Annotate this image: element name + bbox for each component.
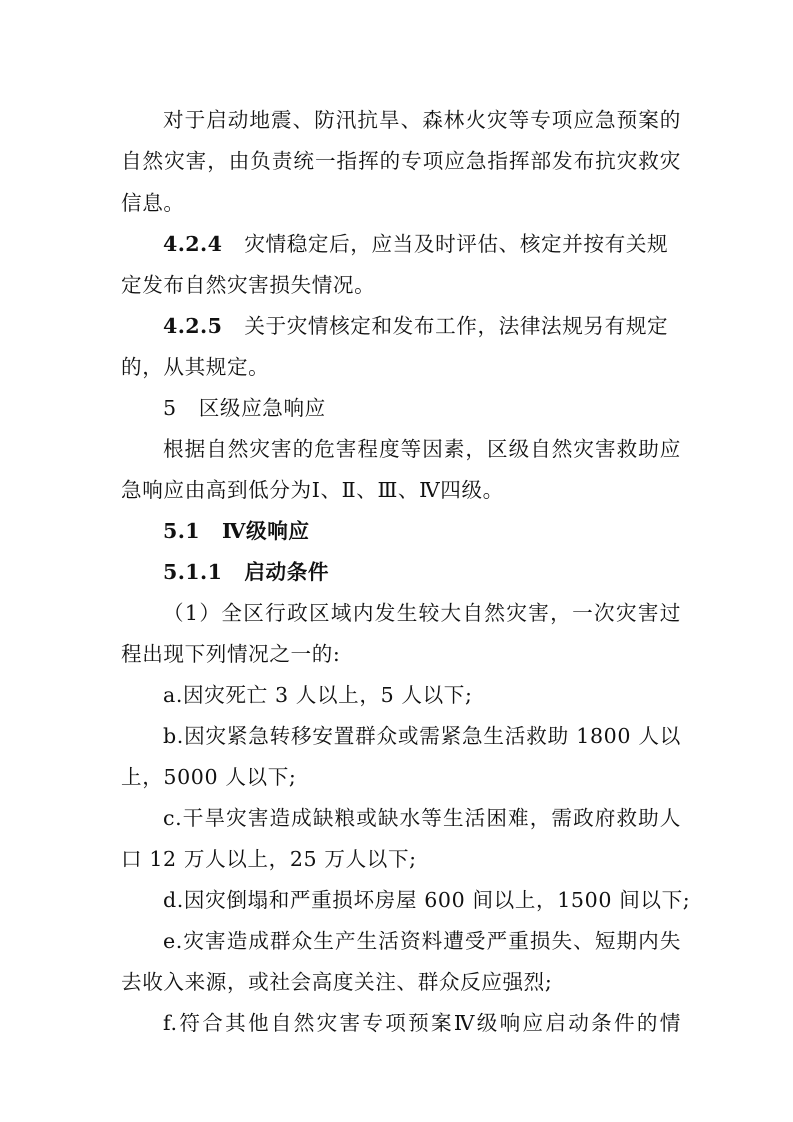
section-5-heading [163,388,681,428]
list-item-c: c.干旱灾害造成缺粮或缺水等生活困难，需政府救助人 [163,806,681,830]
paragraph-line: 定发布自然灾害损失情况。 [121,273,376,297]
section-title: 启动条件 [244,560,330,584]
paragraph-line: 急响应由高到低分为Ⅰ、Ⅱ、Ⅲ、Ⅳ四级。 [121,478,504,502]
section-title: 区级应急响应 [198,396,326,420]
section-4-2-5-line [163,306,681,346]
paragraph-line: 去收入来源，或社会高度关注、群众反应强烈; [121,970,553,994]
list-item-d: d.因灾倒塌和严重损坏房屋 600 间以上，1500 间以下; [163,888,691,912]
section-number: 4.2.5 [163,314,223,338]
paragraph-line: 信息。 [121,191,185,215]
list-item-a: a.因灾死亡 3 人以上，5 人以下; [163,683,473,707]
section-number: 5.1 [163,519,201,543]
list-item-f: f.符合其他自然灾害专项预案Ⅳ级响应启动条件的情 [163,1011,681,1035]
section-number: 5.1.1 [163,560,223,584]
paragraph-line: 上，5000 人以下; [121,765,297,789]
list-item-b: b.因灾紧急转移安置群众或需紧急生活救助 1800 人以 [163,724,681,748]
section-number: 5 [163,396,177,420]
paragraph-line: （1）全区行政区域内发生较大自然灾害，一次灾害过 [163,601,681,625]
paragraph-line: 自然灾害，由负责统一指挥的专项应急指挥部发布抗灾救灾 [121,149,681,173]
paragraph-line: 对于启动地震、防汛抗旱、森林火灾等专项应急预案的 [163,108,681,132]
section-5-1-1-heading [163,552,681,592]
paragraph-line: 程出现下列情况之一的: [121,642,341,666]
paragraph-line: 根据自然灾害的危害程度等因素，区级自然灾害救助应 [163,437,681,461]
paragraph-line: 的，从其规定。 [121,355,270,379]
section-text: 关于灾情核定和发布工作，法律法规另有规定 [244,314,669,338]
section-5-1-heading [163,511,681,551]
section-4-2-4-line [163,224,681,264]
list-item-e: e.灾害造成群众生产生活资料遭受严重损失、短期内失 [163,929,681,953]
section-number: 4.2.4 [163,232,223,256]
section-title: Ⅳ级响应 [222,519,310,543]
paragraph-line: 口 12 万人以上，25 万人以下; [121,847,417,871]
section-text: 灾情稳定后，应当及时评估、核定并按有关规 [244,232,669,256]
